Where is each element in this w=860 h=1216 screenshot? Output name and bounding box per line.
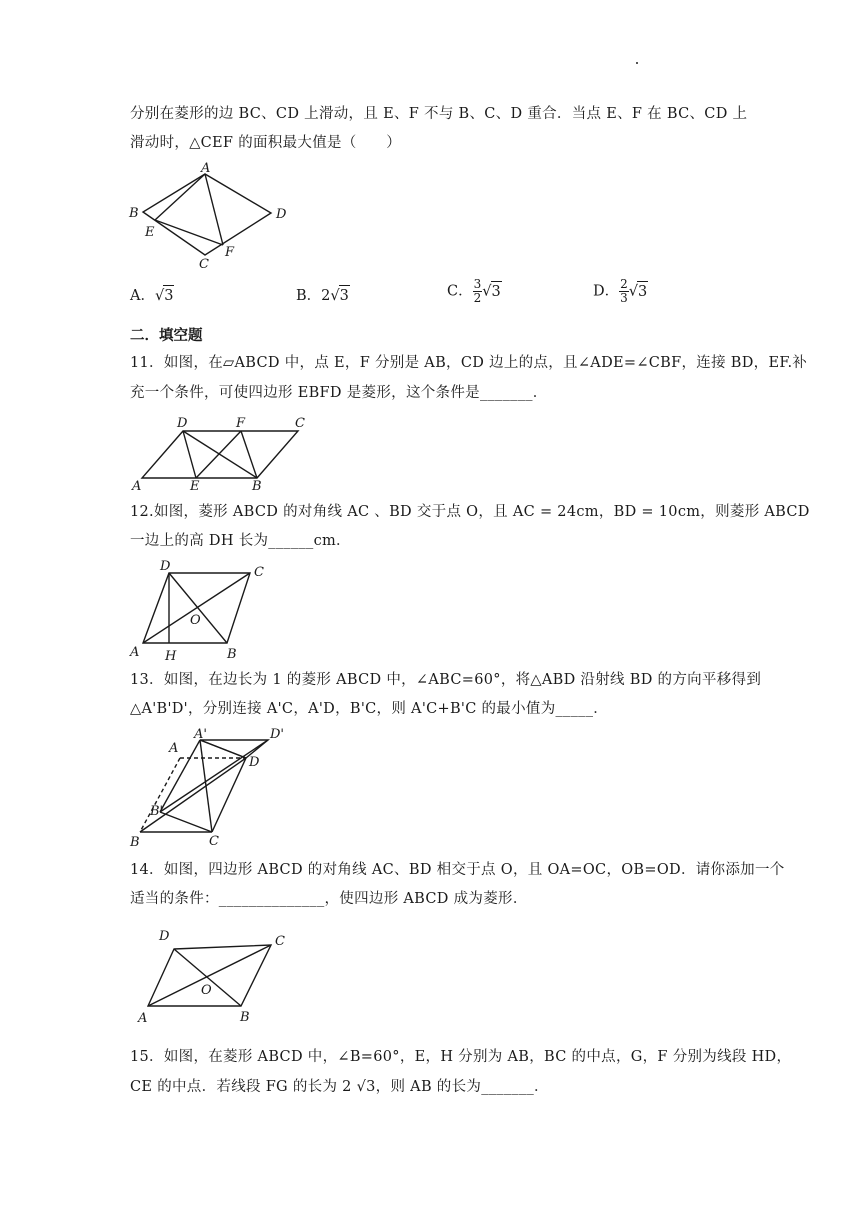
q14-label-a: A — [138, 1011, 148, 1025]
q12-label-o: O — [190, 613, 201, 628]
q13-label-b: B — [130, 835, 140, 849]
q14-figure — [132, 925, 302, 1025]
q10-label-f: F — [225, 245, 235, 260]
q13-label-a-prime: A' — [194, 727, 207, 742]
q11-label-f: F — [236, 416, 246, 431]
q10-option-a-value: 3 — [163, 285, 174, 306]
q14-label-b: B — [240, 1010, 250, 1025]
q10-line1: 分别在菱形的边 BC、CD 上滑动，且 E、F 不与 B、C、D 重合．当点 E、F 在 BC、CD 上 — [130, 106, 748, 122]
q14-line1: 14．如图，四边形 ABCD 的对角线 AC、BD 相交于点 O，且 OA=OC，OB=OD．请你添加一个 — [130, 862, 785, 878]
q10-figure — [125, 160, 305, 272]
q13-label-d-prime: D' — [270, 727, 284, 742]
q13-figure — [126, 724, 296, 849]
page-dot — [636, 62, 638, 64]
q14-label-d: D — [159, 929, 170, 944]
q15-line2: CE 的中点．若线段 FG 的长为 2 √3，则 AB 的长为_______． — [130, 1079, 549, 1095]
q11-label-a: A — [132, 479, 142, 494]
q10-option-c[interactable]: C． $\frac{3}{2}$ √3 — [447, 277, 501, 305]
q13-label-d: D — [249, 755, 260, 770]
q13-label-b-prime: B' — [150, 804, 164, 819]
q12-line2: 一边上的高 DH 长为______cm． — [130, 533, 351, 549]
q12-line1: 12.如图，菱形 ABCD 的对角线 AC 、BD 交于点 O，且 AC = 24cm，BD = 10cm，则菱形 ABCD — [130, 504, 810, 520]
q14-label-c: C — [275, 934, 285, 949]
q10-option-b-coef: 2 — [321, 288, 331, 304]
q11-label-b: B — [252, 479, 262, 494]
q10-option-a[interactable]: A．√3 — [130, 285, 174, 306]
q10-label-a: A — [201, 161, 211, 176]
q15-line1: 15．如图，在菱形 ABCD 中，∠B=60°，E，H 分别为 AB，BC 的中点，G，F 分别为线段 HD， — [130, 1049, 792, 1065]
q12-label-d: D — [160, 559, 171, 574]
q11-label-e: E — [190, 479, 200, 494]
q11-label-c: C — [295, 416, 305, 431]
q12-label-b: B — [227, 647, 237, 662]
q10-option-c-fraction: $\frac{3}{2}$ — [473, 277, 482, 305]
q10-label-d: D — [276, 207, 287, 222]
q10-label-e: E — [145, 225, 155, 240]
q10-option-b[interactable]: B．2√3 — [296, 285, 350, 306]
q10-option-c-value: 3 — [491, 281, 502, 302]
q10-option-d-label: D． — [593, 283, 620, 300]
q10-line2: 滑动时，△CEF 的面积最大值是（ ） — [130, 135, 401, 151]
q10-label-c: C — [199, 257, 209, 272]
q13-label-a: A — [169, 741, 179, 756]
q12-label-h: H — [165, 649, 177, 664]
q12-label-a: A — [130, 645, 140, 660]
q14-label-o: O — [201, 983, 212, 998]
section-title: 二．填空题 — [130, 328, 203, 344]
q13-line1: 13．如图，在边长为 1 的菱形 ABCD 中，∠ABC=60°，将△ABD 沿射线 BD 的方向平移得到 — [130, 672, 762, 688]
q14-line2: 适当的条件：______________，使四边形 ABCD 成为菱形． — [130, 891, 528, 907]
q10-option-d[interactable]: D． $\frac{2}{3}$ √3 — [593, 277, 648, 305]
q11-line1: 11．如图，在▱ABCD 中，点 E，F 分别是 AB，CD 边上的点，且∠ADE=∠CBF，连接 BD，EF.补 — [130, 355, 808, 371]
q10-label-b: B — [129, 206, 139, 221]
q11-figure — [128, 410, 318, 495]
q12-figure — [128, 556, 278, 664]
q12-label-c: C — [254, 565, 264, 580]
q10-option-b-value: 3 — [339, 285, 350, 306]
q11-line2: 充一个条件，可使四边形 EBFD 是菱形，这个条件是_______． — [130, 385, 548, 401]
q10-option-a-label: A． — [130, 288, 155, 304]
q13-line2: △A'B'D'，分别连接 A'C，A'D，B'C，则 A'C+B'C 的最小值为_____． — [130, 701, 609, 717]
q10-option-d-value: 3 — [637, 281, 648, 302]
q13-label-c: C — [209, 834, 219, 849]
q10-option-b-label: B． — [296, 288, 322, 304]
q10-option-d-fraction: $\frac{2}{3}$ — [620, 277, 628, 305]
q10-option-c-label: C． — [447, 283, 473, 300]
q11-label-d: D — [177, 416, 188, 431]
